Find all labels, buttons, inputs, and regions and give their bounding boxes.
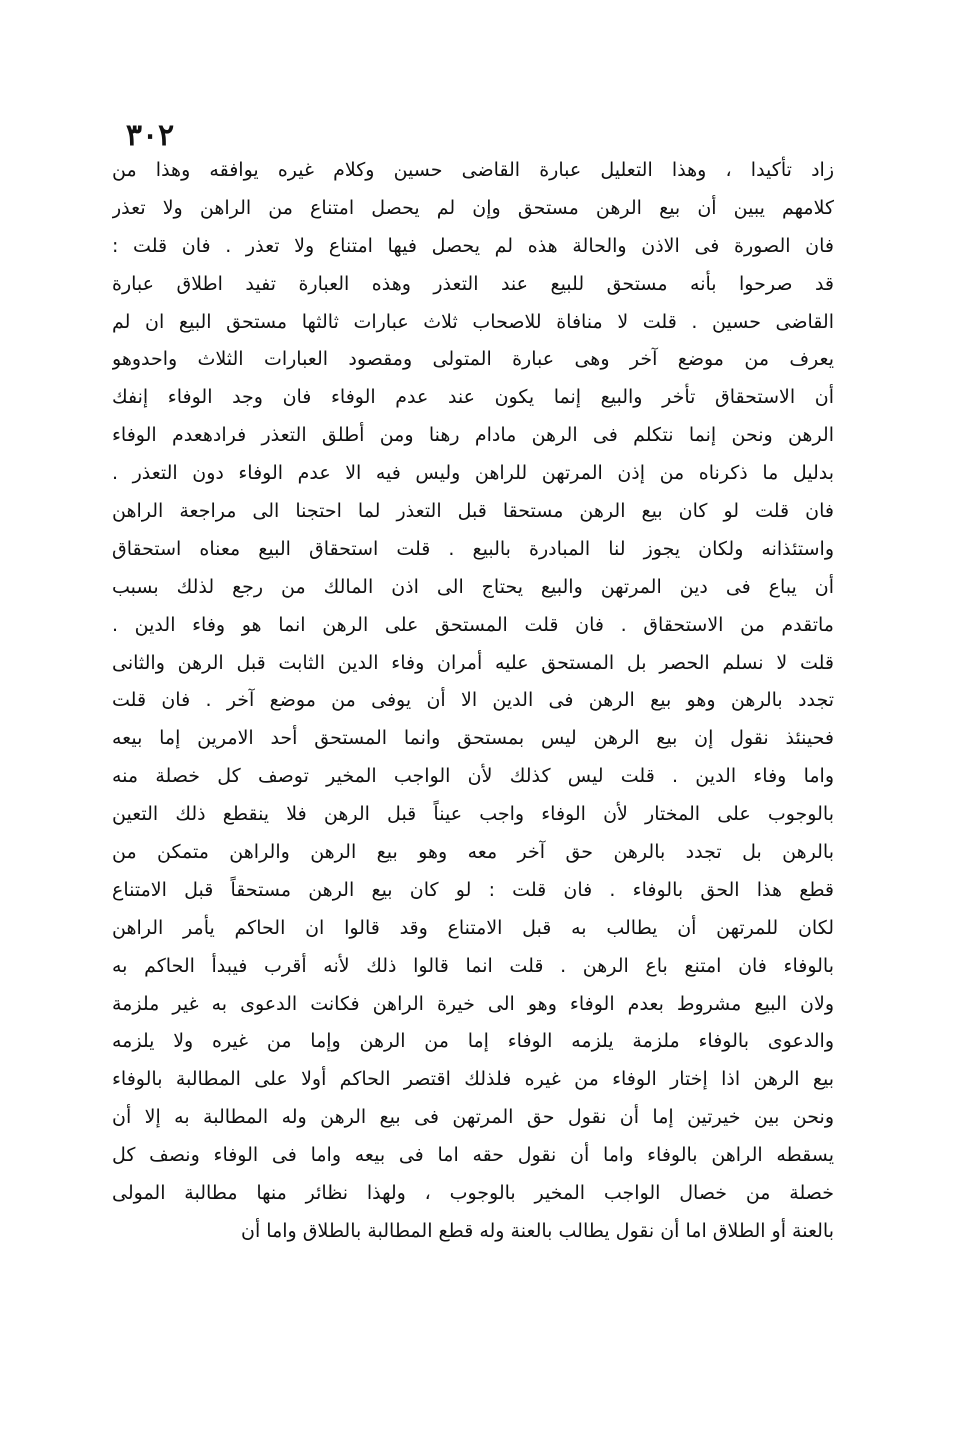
text-line: فان قلت لو كان بيع الرهن مستحقا قبل التعذر لما احتجنا الى مراجعة الراهن — [112, 500, 834, 523]
text-line: ماتقدم من الاستحقاق . فان قلت المستحق على الرهن انما هو وفاء الدين . — [112, 613, 834, 636]
text-line: قطع هذا الحق بالوفاء . فان قلت : لو كان بيع الرهن مستحقاً قبل الامتناع — [112, 878, 834, 901]
text-line: فحينئذ نقول إن بيع الرهن ليس بمستحق وانما المستحق أحد الامرين إما بيعه — [112, 727, 834, 750]
text-line: بالعنة أو الطلاق اما أن نقول يطالب بالعنة وله قطع المطالبة بالطلاق واما أن — [241, 1219, 834, 1242]
text-line: يسقطه الراهن بالوفاء واما أن نقول حقه اما فى بيعه واما فى الوفاء ونصف كل — [112, 1144, 834, 1167]
text-line: كلامهم يبين أن بيع الرهن مستحق وإن لم يحصل امتناع من الراهن ولا تعذر — [112, 196, 834, 219]
text-line: والدعوى بالوفاء ملزمة يلزمه الوفاء إما من الرهن وإما من غيره ولا يلزمه — [112, 1030, 834, 1053]
text-line: بالوجوب على المختار لأن الوفاء واجب عيناً قبل الرهن فلا ينقطع ذلك التعين — [112, 803, 834, 826]
text-line: أن الاستحقاق تأخر والبيع إنما يكون عند عدم الوفاء فان وجد الوفاء إنفك — [112, 386, 834, 409]
text-line: بالرهن بل تجدد بالرهن حق آخر معه وهو بيع الرهن والراهن متمكن من — [112, 841, 834, 864]
text-line: لكان للمرتهن أن يطالب به قبل الامتناع وقد قالوا ان الحاكم يأمر الراهن — [112, 916, 834, 939]
text-line: يعرف من موضع آخر وهى عبارة المتولى ومقصود العبارات الثلاث واحدوهو — [112, 348, 834, 371]
text-line: زاد تأكيدا ، وهذا التعليل عبارة القاضى حسين وكلام غيره يوافقه وهذا من — [112, 159, 834, 181]
text-line: الرهن ونحن إنما نتكلم فى الرهن مادام رهنا ومن أطلق التعذر فرادهعدم الوفاء — [112, 424, 834, 447]
text-line: واما وفاء الدين . قلت ليس كذلك لأن الواجب المخير توصف كل خصلة منه — [112, 765, 834, 788]
text-line: تجدد بالرهن وهو بيع الرهن فى الدين الا أن يوفى من موضع آخر . فان قلت — [112, 689, 834, 712]
text-line: قد صرحوا بأنه مستحق للبيع عند التعذر وهذه العبارة تفيد اطلاق عبارة — [112, 272, 834, 295]
body-text — [112, 152, 834, 1251]
text-line: بدليل ما ذكرناه من إذن المرتهن للراهن وليس فيه الا عدم الوفاء دون التعذر . — [112, 462, 834, 485]
text-line: بيع الرهن اذا إختار الوفاء من غيره فلذلك اقتصر الحاكم أولا على المطالبة بالوفاء — [112, 1068, 834, 1091]
text-line: ونحن بين خيرتين إما أن نقول حق المرتهن فى بيع الرهن وله المطالبة به إلا أن — [112, 1106, 834, 1129]
text-line: واستئذانه ولكان يجوز لنا المبادرة بالبيع . قلت استحقاق البيع معناه استحقاق — [112, 537, 834, 560]
text-line: ولان البيع مشروط بعدم الوفاء وهو الى خيرة الراهن فكانت الدعوى به غير ملزمة — [112, 992, 834, 1015]
text-line: بالوفاء فان امتنع باع الرهن . قلت انما قالوا ذلك لأنه أقرب فيبدأ الحاكم به — [112, 954, 834, 977]
text-line: خصلة من خصال الواجب المخير بالوجوب ، ولهذا نظائر منها مطالبة المولى — [112, 1182, 834, 1205]
text-line: أن يباع فى دين المرتهن والبيع يحتاج الى اذن المالك من رجع لذلك بسبب — [112, 575, 834, 598]
text-line: فان الصورة فى الاذن والحالة هذه لم يحصل فيها امتناع ولا تعذر . فان قلت : — [112, 234, 834, 257]
text-line: قلت لا نسلم الحصر بل المستحق عليه أمران وفاء الدين الثابت قبل الرهن والثانى — [112, 651, 834, 674]
page-number: ٣٠٢ — [125, 118, 175, 153]
text-line: القاضى حسين . قلت لا منافاة للاصحاب ثلاث عبارات ثالثها مستحق البيع ان لم — [112, 310, 834, 333]
